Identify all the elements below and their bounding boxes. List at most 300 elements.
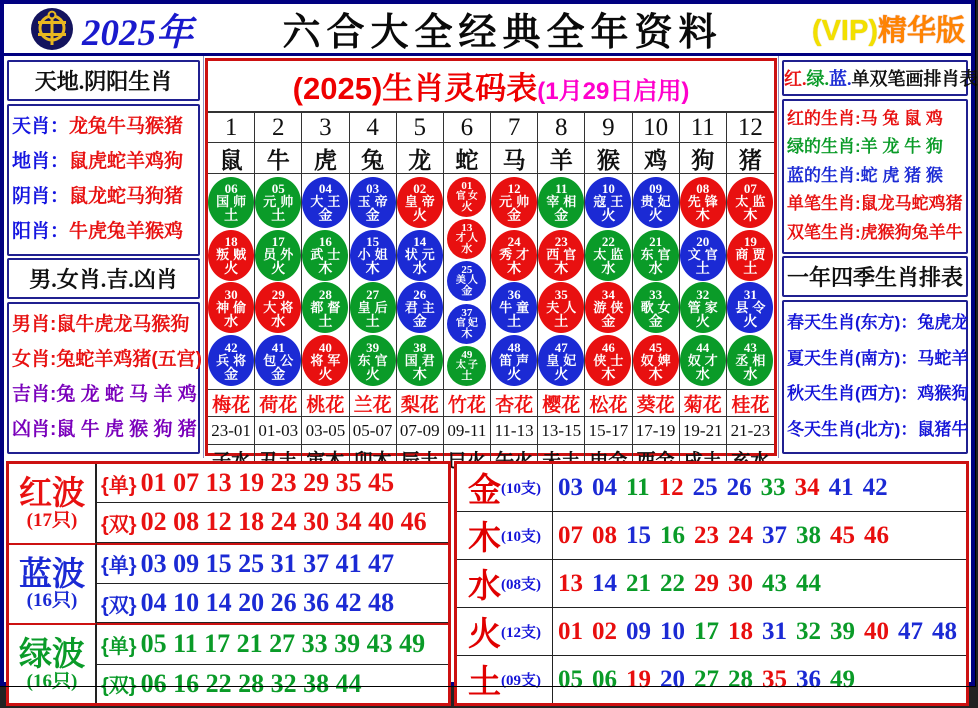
zodiac-ball bbox=[447, 261, 486, 301]
ball-element: 木 bbox=[648, 365, 663, 382]
panel-row-value: 兔 龙 蛇 马 羊 鸡 bbox=[56, 384, 197, 406]
ball-element: 水 bbox=[601, 260, 616, 277]
ball-element: 金 bbox=[271, 365, 286, 382]
even-tag: {双} bbox=[101, 513, 137, 536]
five-elements-table bbox=[454, 461, 969, 706]
ball-number: 03 bbox=[366, 181, 380, 197]
column-number: 7 bbox=[491, 113, 538, 143]
panel-row bbox=[12, 117, 195, 138]
element-number: 48 bbox=[932, 617, 957, 645]
zodiac-ball bbox=[447, 304, 486, 344]
bottom-section bbox=[4, 458, 971, 708]
ball-element: 金 bbox=[461, 285, 473, 298]
ball-number: 30 bbox=[224, 286, 238, 302]
zodiac-name: 蛇 bbox=[444, 143, 491, 174]
ball-title: 太监 bbox=[735, 194, 770, 210]
flower-name: 菊花 bbox=[680, 390, 727, 417]
ball-number: 29 bbox=[271, 286, 285, 302]
element-number: 21 bbox=[626, 569, 651, 597]
ball-number: 37 bbox=[461, 306, 473, 319]
element-number: 06 bbox=[592, 665, 617, 693]
right-title-segment: 红. bbox=[784, 69, 807, 89]
wave-even-numbers: 02 08 12 18 24 30 34 40 46 bbox=[140, 507, 427, 537]
zodiac-name: 虎 bbox=[302, 143, 349, 174]
wave-odd-numbers: 05 11 17 21 27 33 39 43 49 bbox=[140, 629, 426, 659]
element-numbers bbox=[553, 512, 966, 560]
ball-column bbox=[302, 174, 349, 390]
zodiac-name: 牛 bbox=[255, 143, 302, 174]
element-number: 44 bbox=[796, 569, 821, 597]
zodiac-ball bbox=[208, 177, 254, 228]
ball-title: 游侠 bbox=[593, 299, 628, 315]
panel-row-value: 虎猴狗兔羊牛 bbox=[860, 222, 963, 242]
panel-row bbox=[12, 152, 195, 173]
zodiac-ball bbox=[397, 230, 443, 281]
time-range: 23-01 bbox=[208, 417, 255, 445]
panel-row-value: 马 兔 鼠 鸡 bbox=[860, 108, 943, 128]
ball-element: 水 bbox=[461, 243, 473, 256]
element-number: 28 bbox=[728, 665, 753, 693]
wave-name: 蓝波 bbox=[19, 554, 85, 592]
wave-count: (16只) bbox=[26, 670, 78, 692]
panel-row bbox=[12, 222, 195, 243]
element-numbers bbox=[553, 656, 966, 703]
ball-element: 木 bbox=[601, 365, 616, 382]
element-number: 18 bbox=[728, 617, 753, 645]
flower-name: 梅花 bbox=[208, 390, 255, 417]
panel-row-label: 地肖： bbox=[12, 151, 70, 173]
zodiac-name: 兔 bbox=[350, 143, 397, 174]
wave-odd-numbers: 01 07 13 19 23 29 35 45 bbox=[140, 468, 395, 498]
right-section1-body bbox=[782, 99, 968, 254]
zodiac-ball bbox=[538, 230, 584, 281]
panel-row-value: 鸡猴狗 bbox=[917, 384, 969, 404]
zodiac-ball bbox=[397, 335, 443, 386]
element-name: 土 bbox=[468, 663, 501, 700]
jockey-club-logo-icon bbox=[30, 7, 74, 51]
even-tag: {双} bbox=[101, 675, 137, 698]
element-name: 水 bbox=[468, 567, 501, 604]
ball-title: 元帅 bbox=[263, 194, 298, 210]
column-number: 3 bbox=[302, 113, 349, 143]
ball-number: 34 bbox=[601, 286, 615, 302]
panel-row-value: 鼠龙蛇马狗猪 bbox=[69, 186, 184, 208]
ball-title: 贵妃 bbox=[640, 194, 675, 210]
ball-title: 包公 bbox=[263, 352, 298, 368]
ball-element: 金 bbox=[412, 312, 427, 329]
zodiac-grid bbox=[208, 113, 774, 473]
ball-element: 水 bbox=[224, 312, 239, 329]
column-number: 5 bbox=[397, 113, 444, 143]
zodiac-ball bbox=[397, 282, 443, 333]
center-panel bbox=[204, 56, 778, 458]
zodiac-ball bbox=[350, 282, 396, 333]
ball-element: 火 bbox=[601, 207, 616, 224]
element-number: 03 bbox=[558, 473, 583, 501]
ball-number: 07 bbox=[743, 181, 757, 197]
ball-number: 43 bbox=[743, 339, 757, 355]
ball-number: 49 bbox=[461, 348, 473, 361]
panel-row-value: 鼠 牛 虎 猴 狗 猪 bbox=[56, 419, 197, 441]
zodiac-name: 猴 bbox=[585, 143, 632, 174]
element-numbers bbox=[553, 560, 966, 608]
ball-title: 美人 bbox=[455, 275, 480, 287]
left-section1-title: 天地.阴阳生肖 bbox=[7, 60, 200, 101]
element-label bbox=[457, 464, 553, 512]
ball-element: 水 bbox=[648, 260, 663, 277]
flower-name: 松花 bbox=[585, 390, 632, 417]
zodiac-ball bbox=[633, 177, 679, 228]
element-number: 23 bbox=[694, 521, 719, 549]
element-number: 27 bbox=[694, 665, 719, 693]
zodiac-ball bbox=[585, 282, 631, 333]
ball-element: 土 bbox=[554, 312, 569, 329]
time-range: 01-03 bbox=[255, 417, 302, 445]
ball-column bbox=[491, 174, 538, 390]
ball-title: 兵将 bbox=[216, 352, 251, 368]
right-title-segment: 单双笔画排肖表 bbox=[851, 69, 978, 89]
element-name: 木 bbox=[468, 519, 501, 556]
panel-row bbox=[787, 312, 969, 333]
ball-number: 42 bbox=[224, 339, 238, 355]
wave-even-numbers: 04 10 14 20 26 36 42 48 bbox=[140, 588, 395, 618]
ball-title: 君主 bbox=[404, 299, 439, 315]
ball-title: 商贾 bbox=[735, 247, 770, 263]
zodiac-code-table bbox=[205, 58, 777, 456]
element-numbers bbox=[553, 464, 966, 512]
zodiac-ball bbox=[208, 335, 254, 386]
time-range: 03-05 bbox=[302, 417, 349, 445]
panel-row-value: 鼠牛虎龙马猴狗 bbox=[56, 314, 190, 336]
ball-number: 47 bbox=[554, 339, 568, 355]
zodiac-name: 鸡 bbox=[633, 143, 680, 174]
panel-row bbox=[12, 420, 195, 441]
ball-title: 笛声 bbox=[499, 352, 534, 368]
ball-element: 水 bbox=[695, 365, 710, 382]
wave-label bbox=[9, 623, 97, 703]
ball-number: 14 bbox=[413, 234, 427, 250]
ball-title: 歌女 bbox=[640, 299, 675, 315]
zodiac-ball bbox=[447, 177, 486, 217]
ball-title: 寇王 bbox=[593, 194, 628, 210]
ball-title: 县令 bbox=[735, 299, 770, 315]
ball-column bbox=[208, 174, 255, 390]
ball-element: 金 bbox=[554, 207, 569, 224]
zodiac-name: 马 bbox=[491, 143, 538, 174]
element-count: (12支) bbox=[501, 625, 541, 641]
ball-element: 火 bbox=[695, 312, 710, 329]
element-count: (10支) bbox=[501, 529, 541, 545]
zodiac-ball bbox=[491, 335, 537, 386]
zodiac-ball bbox=[538, 282, 584, 333]
zodiac-ball bbox=[447, 219, 486, 259]
flower-name: 桃花 bbox=[302, 390, 349, 417]
left-section1-body bbox=[7, 104, 200, 256]
ball-title: 宰相 bbox=[546, 194, 581, 210]
zodiac-ball bbox=[491, 177, 537, 228]
ball-title: 武士 bbox=[310, 247, 345, 263]
zodiac-ball bbox=[302, 230, 348, 281]
main-section bbox=[4, 56, 978, 458]
ball-title: 员外 bbox=[263, 247, 298, 263]
panel-row bbox=[787, 419, 969, 440]
panel-row-value: 鼠猪牛 bbox=[917, 419, 969, 439]
column-number: 12 bbox=[727, 113, 774, 143]
ball-title: 将军 bbox=[310, 352, 345, 368]
ball-element: 土 bbox=[318, 312, 333, 329]
ball-element: 土 bbox=[695, 260, 710, 277]
zodiac-ball bbox=[255, 282, 301, 333]
element-count: (10支) bbox=[501, 481, 541, 497]
panel-row-label: 阴肖： bbox=[12, 186, 70, 208]
ball-title: 奴婢 bbox=[640, 352, 675, 368]
wave-even-row bbox=[97, 503, 448, 542]
element-number: 33 bbox=[760, 473, 786, 501]
ball-element: 水 bbox=[271, 312, 286, 329]
ball-title: 太子 bbox=[455, 359, 480, 371]
ball-number: 11 bbox=[555, 181, 568, 197]
element-number: 36 bbox=[796, 665, 821, 693]
right-section2-body bbox=[782, 300, 968, 455]
zodiac-name: 狗 bbox=[680, 143, 727, 174]
ball-title: 元帅 bbox=[499, 194, 534, 210]
wave-label bbox=[9, 543, 97, 624]
panel-row-value: 马蛇羊 bbox=[917, 348, 969, 368]
zodiac-ball bbox=[727, 230, 773, 281]
ball-element: 木 bbox=[695, 207, 710, 224]
flower-name: 竹花 bbox=[444, 390, 491, 417]
column-number: 10 bbox=[633, 113, 680, 143]
ball-title: 管家 bbox=[687, 299, 722, 315]
panel-row-label: 春天生肖(东方)： bbox=[787, 312, 918, 332]
ball-element: 火 bbox=[412, 207, 427, 224]
element-label bbox=[457, 512, 553, 560]
panel-row-label: 男肖: bbox=[12, 314, 57, 336]
ball-title: 文官 bbox=[687, 247, 722, 263]
ball-column bbox=[538, 174, 585, 390]
element-number: 26 bbox=[726, 473, 752, 501]
right-section1-title bbox=[782, 60, 978, 96]
ball-number: 17 bbox=[271, 234, 285, 250]
zodiac-ball bbox=[585, 230, 631, 281]
wave-name: 红波 bbox=[19, 474, 85, 512]
page-title: 六合大全经典全年资料 bbox=[282, 12, 723, 54]
ball-title: 秀才 bbox=[499, 247, 534, 263]
ball-title: 小姐 bbox=[357, 247, 392, 263]
zodiac-ball bbox=[397, 177, 443, 228]
element-number: 07 bbox=[558, 521, 583, 549]
element-number: 24 bbox=[728, 521, 753, 549]
ball-number: 05 bbox=[271, 181, 285, 197]
ball-title: 官女 bbox=[455, 191, 480, 203]
column-number: 11 bbox=[680, 113, 727, 143]
zodiac-ball bbox=[302, 282, 348, 333]
ball-number: 28 bbox=[318, 286, 332, 302]
right-title-segment: 绿. bbox=[806, 69, 829, 89]
ball-element: 金 bbox=[648, 312, 663, 329]
element-number: 45 bbox=[830, 521, 855, 549]
zodiac-ball bbox=[538, 177, 584, 228]
zodiac-ball bbox=[727, 177, 773, 228]
ball-column bbox=[444, 174, 491, 390]
right-section2-title: 一年四季生肖排表 bbox=[782, 256, 968, 297]
ball-column bbox=[680, 174, 727, 390]
element-name: 火 bbox=[468, 615, 501, 652]
ball-number: 45 bbox=[649, 339, 663, 355]
ball-number: 18 bbox=[224, 234, 238, 250]
odd-tag: {单} bbox=[101, 474, 137, 497]
odd-tag: {单} bbox=[101, 555, 137, 578]
flower-name: 兰花 bbox=[350, 390, 397, 417]
zodiac-table-title-date: (1月29日启用) bbox=[537, 78, 690, 105]
element-number: 05 bbox=[558, 665, 583, 693]
panel-row-value: 牛虎兔羊猴鸡 bbox=[69, 221, 184, 243]
panel-row-label: 绿的生肖: bbox=[787, 137, 861, 157]
panel-row bbox=[787, 195, 963, 214]
ball-number: 41 bbox=[271, 339, 285, 355]
ball-element: 火 bbox=[365, 365, 380, 382]
ball-element: 土 bbox=[507, 312, 522, 329]
ball-element: 金 bbox=[365, 207, 380, 224]
even-tag: {双} bbox=[101, 594, 137, 617]
panel-row-label: 单笔生肖: bbox=[787, 194, 861, 214]
wave-name: 绿波 bbox=[19, 634, 85, 672]
panel-row-label: 天肖： bbox=[12, 116, 70, 138]
panel-row-label: 秋天生肖(西方)： bbox=[787, 384, 918, 404]
zodiac-ball bbox=[727, 335, 773, 386]
element-number: 43 bbox=[762, 569, 787, 597]
zodiac-ball bbox=[208, 282, 254, 333]
element-count: (08支) bbox=[501, 577, 541, 593]
zodiac-ball bbox=[302, 335, 348, 386]
ball-title: 都督 bbox=[310, 299, 345, 315]
wave-odd-row bbox=[97, 543, 448, 584]
zodiac-ball bbox=[447, 346, 486, 386]
element-number: 38 bbox=[796, 521, 821, 549]
panel-row-value: 鼠龙马蛇鸡猪 bbox=[860, 194, 963, 214]
ball-title: 奴才 bbox=[687, 352, 722, 368]
left-section2-title: 男.女肖.吉.凶肖 bbox=[7, 258, 200, 299]
wave-even-row bbox=[97, 584, 448, 623]
element-label bbox=[457, 656, 553, 703]
time-range: 07-09 bbox=[397, 417, 444, 445]
element-label bbox=[457, 608, 553, 656]
zodiac-ball bbox=[680, 335, 726, 386]
zodiac-ball bbox=[633, 282, 679, 333]
ball-title: 神偷 bbox=[216, 299, 251, 315]
wave-odd-row bbox=[97, 623, 448, 664]
ball-number: 32 bbox=[696, 286, 710, 302]
time-range: 21-23 bbox=[727, 417, 774, 445]
element-number: 10 bbox=[660, 617, 685, 645]
panel-row bbox=[12, 385, 195, 406]
element-number: 40 bbox=[864, 617, 889, 645]
left-section2-body bbox=[7, 302, 200, 454]
element-numbers bbox=[553, 608, 966, 656]
ball-title: 西官 bbox=[546, 247, 581, 263]
wave-even-row bbox=[97, 665, 448, 703]
ball-title: 皇妃 bbox=[546, 352, 581, 368]
time-range: 17-19 bbox=[633, 417, 680, 445]
panel-row bbox=[787, 224, 963, 243]
ball-title: 东官 bbox=[640, 247, 675, 263]
element-number: 25 bbox=[692, 473, 718, 501]
panel-row bbox=[787, 110, 963, 129]
ball-title: 牛童 bbox=[499, 299, 534, 315]
ball-number: 06 bbox=[224, 181, 238, 197]
right-panel bbox=[778, 56, 978, 458]
element-number: 11 bbox=[626, 473, 650, 501]
ball-element: 木 bbox=[365, 260, 380, 277]
element-number: 29 bbox=[694, 569, 719, 597]
ball-number: 23 bbox=[554, 234, 568, 250]
ball-element: 木 bbox=[507, 260, 522, 277]
panel-row bbox=[787, 384, 969, 404]
ball-title: 大王 bbox=[310, 194, 345, 210]
ball-element: 金 bbox=[507, 207, 522, 224]
ball-column bbox=[397, 174, 444, 390]
ball-number: 25 bbox=[461, 264, 473, 277]
zodiac-ball bbox=[491, 282, 537, 333]
wave-label bbox=[9, 464, 97, 543]
time-range: 09-11 bbox=[444, 417, 491, 445]
ball-element: 木 bbox=[461, 327, 473, 340]
ball-column bbox=[255, 174, 302, 390]
element-number: 13 bbox=[558, 569, 583, 597]
wave-odd-row bbox=[97, 464, 448, 503]
panel-row-label: 阳肖： bbox=[12, 221, 70, 243]
zodiac-table-title bbox=[208, 61, 774, 113]
zodiac-ball bbox=[538, 335, 584, 386]
zodiac-ball bbox=[350, 177, 396, 228]
element-count: (09支) bbox=[501, 673, 541, 689]
element-label bbox=[457, 560, 553, 608]
right-title-segment: 蓝. bbox=[829, 69, 852, 89]
ball-number: 20 bbox=[696, 234, 710, 250]
ball-element: 木 bbox=[743, 207, 758, 224]
ball-title: 叛贼 bbox=[216, 247, 251, 263]
ball-element: 火 bbox=[224, 260, 239, 277]
wave-count: (16只) bbox=[26, 590, 78, 612]
panel-row bbox=[787, 348, 969, 369]
zodiac-ball bbox=[680, 230, 726, 281]
ball-title: 东官 bbox=[357, 352, 392, 368]
ball-title: 官妃 bbox=[455, 317, 480, 329]
time-range: 05-07 bbox=[350, 417, 397, 445]
ball-number: 12 bbox=[507, 181, 521, 197]
ball-number: 24 bbox=[507, 234, 521, 250]
flower-name: 樱花 bbox=[538, 390, 585, 417]
ball-element: 土 bbox=[224, 207, 239, 224]
left-panel bbox=[4, 56, 204, 458]
element-number: 20 bbox=[660, 665, 685, 693]
ball-element: 木 bbox=[318, 260, 333, 277]
panel-row-value: 蛇 虎 猪 猴 bbox=[860, 165, 943, 185]
zodiac-ball bbox=[491, 230, 537, 281]
element-number: 30 bbox=[728, 569, 753, 597]
flower-name: 葵花 bbox=[633, 390, 680, 417]
element-number: 41 bbox=[828, 473, 854, 501]
column-number: 8 bbox=[538, 113, 585, 143]
panel-row-value: 兔虎龙 bbox=[917, 312, 969, 332]
element-number: 12 bbox=[658, 473, 684, 501]
element-number: 46 bbox=[864, 521, 889, 549]
ball-element: 土 bbox=[271, 207, 286, 224]
element-number: 37 bbox=[762, 521, 787, 549]
flower-name: 荷花 bbox=[255, 390, 302, 417]
zodiac-ball bbox=[727, 282, 773, 333]
flower-name: 杏花 bbox=[491, 390, 538, 417]
